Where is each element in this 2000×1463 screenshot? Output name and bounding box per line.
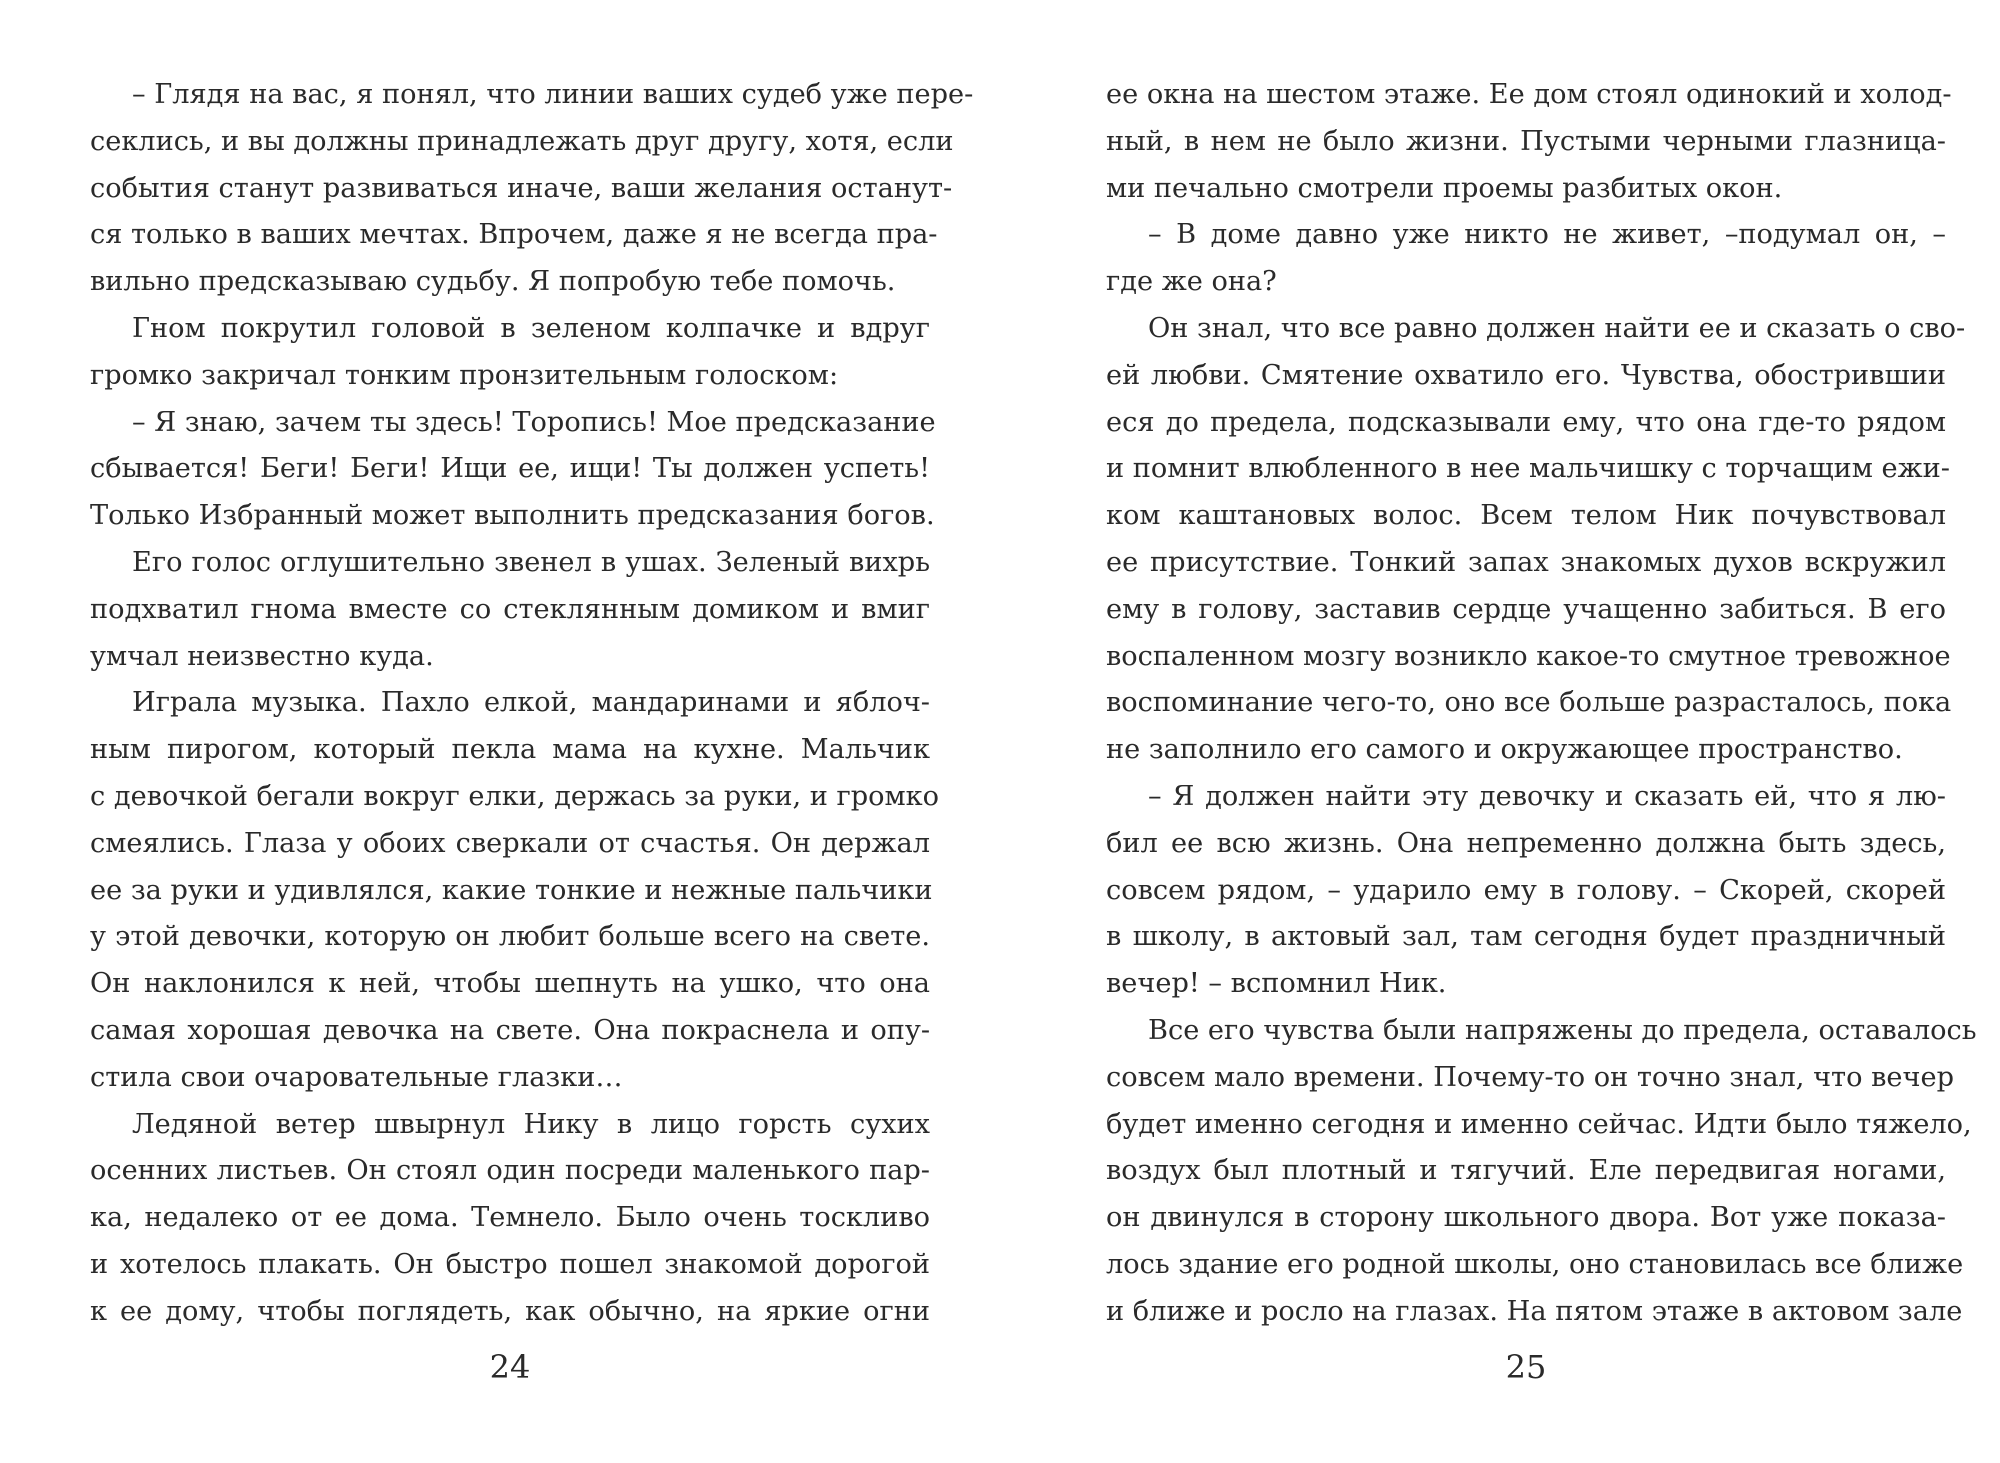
text-line: он двинулся в сторону школьного двора. Вот уже показа-	[1106, 1202, 1946, 1234]
text-line: секлись, и вы должны принадлежать друг другу, хотя, если	[90, 125, 954, 157]
text-line: у этой девочки, которую он любит больше всего на свете.	[90, 921, 930, 953]
text-line: Играла музыка. Пахло елкой, мандаринами и яблоч-	[132, 687, 930, 719]
text-line: ный, в нем не было жизни. Пустыми черными глазница-	[1106, 125, 1946, 157]
text-line: Гном покрутил головой в зеленом колпачке и вдруг	[132, 312, 930, 344]
text-line: осенних листьев. Он стоял один посреди маленького пар-	[90, 1155, 930, 1187]
text-line: сбывается! Беги! Беги! Ищи ее, ищи! Ты должен успеть!	[90, 453, 930, 485]
text-line: Только Избранный может выполнить предсказания богов.	[90, 500, 935, 532]
text-line: вильно предсказываю судьбу. Я попробую тебе помочь.	[90, 266, 896, 298]
text-line: и ближе и росло на глазах. На пятом этаже в актовом зале	[1106, 1295, 1963, 1327]
text-line: Его голос оглушительно звенел в ушах. Зеленый вихрь	[132, 546, 930, 578]
text-line: подхватил гнома вместе со стеклянным домиком и вмиг	[90, 593, 930, 625]
right-page	[1106, 72, 1977, 1402]
text-line: с девочкой бегали вокруг елки, держась за руки, и громко	[90, 780, 940, 812]
text-line: события станут развиваться иначе, ваши желания останут-	[90, 172, 953, 204]
text-line: умчал неизвестно куда.	[90, 640, 434, 672]
text-line: стила свои очаровательные глазки…	[90, 1061, 623, 1093]
text-line: ми печально смотрели проемы разбитых окон.	[1106, 172, 1783, 204]
text-line: где же она?	[1106, 266, 1277, 298]
text-line: Он знал, что все равно должен найти ее и сказать о сво-	[1148, 312, 1966, 344]
text-line: – Я знаю, зачем ты здесь! Торопись! Мое предсказание	[132, 406, 936, 438]
left-page	[90, 72, 974, 1402]
text-line: ее за руки и удивлялся, какие тонкие и нежные пальчики	[90, 874, 933, 906]
text-line: Он наклонился к ней, чтобы шепнуть на ушко, что она	[90, 968, 930, 1000]
text-line: громко закричал тонким пронзительным голоском:	[90, 359, 839, 391]
text-line: лось здание его родной школы, оно становилась все ближе	[1106, 1248, 1964, 1280]
text-line: и хотелось плакать. Он быстро пошел знакомой дорогой	[90, 1248, 930, 1280]
text-line: ком каштановых волос. Всем телом Ник почувствовал	[1106, 500, 1946, 532]
text-line: воспаленном мозгу возникло какое-то смутное тревожное	[1106, 640, 1951, 672]
text-line: к ее дому, чтобы поглядеть, как обычно, на яркие огни	[90, 1295, 930, 1327]
text-line: – Глядя на вас, я понял, что линии ваших судеб уже пере-	[132, 79, 974, 110]
text-line: совсем рядом, – ударило ему в голову. – Скорей, скорей	[1106, 874, 1946, 906]
text-line: воспоминание чего-то, оно все больше разрасталось, пока	[1106, 687, 1952, 719]
text-line: вечер! – вспомнил Ник.	[1106, 968, 1447, 1000]
text-line: воздух был плотный и тягучий. Еле передвигая ногами,	[1106, 1155, 1946, 1187]
text-line: смеялись. Глаза у обоих сверкали от счастья. Он держал	[90, 827, 930, 859]
text-line: будет именно сегодня и именно сейчас. Идти было тяжело,	[1106, 1108, 1972, 1140]
page-number-left: 24	[489, 1348, 531, 1386]
text-line: ей любви. Смятение охватило его. Чувства, обострившии	[1106, 359, 1946, 391]
text-line: ему в голову, заставив сердце учащенно забиться. В его	[1106, 593, 1946, 625]
text-line: бил ее всю жизнь. Она непременно должна быть здесь,	[1106, 827, 1946, 859]
text-line: ным пирогом, который пекла мама на кухне. Мальчик	[90, 734, 930, 766]
text-line: Все его чувства были напряжены до предела, оставалось	[1148, 1014, 1977, 1046]
right-page-text	[1106, 72, 1977, 1336]
text-line: Ледяной ветер швырнул Нику в лицо горсть сухих	[132, 1108, 930, 1140]
text-line: ее окна на шестом этаже. Ее дом стоял одинокий и холод-	[1106, 79, 1952, 110]
text-line: ее присутствие. Тонкий запах знакомых духов вскружил	[1106, 546, 1946, 578]
text-line: самая хорошая девочка на свете. Она покраснела и опу-	[90, 1014, 930, 1046]
page-number-right: 25	[1505, 1348, 1547, 1386]
text-line: и помнит влюбленного в нее мальчишку с торчащим ежи-	[1106, 453, 1950, 485]
text-line: ся только в ваших мечтах. Впрочем, даже я не всегда пра-	[90, 219, 938, 251]
text-line: в школу, в актовый зал, там сегодня будет праздничный	[1106, 921, 1946, 953]
text-line: – В доме давно уже никто не живет, –подумал он, –	[1148, 219, 1946, 251]
text-line: еся до предела, подсказывали ему, что она где-то рядом	[1106, 406, 1946, 438]
text-line: не заполнило его самого и окружающее пространство.	[1106, 734, 1903, 766]
text-line: совсем мало времени. Почему-то он точно знал, что вечер	[1106, 1061, 1954, 1093]
left-page-text	[90, 72, 974, 1336]
text-line: – Я должен найти эту девочку и сказать ей, что я лю-	[1148, 780, 1946, 812]
text-line: ка, недалеко от ее дома. Темнело. Было очень тоскливо	[90, 1202, 930, 1234]
